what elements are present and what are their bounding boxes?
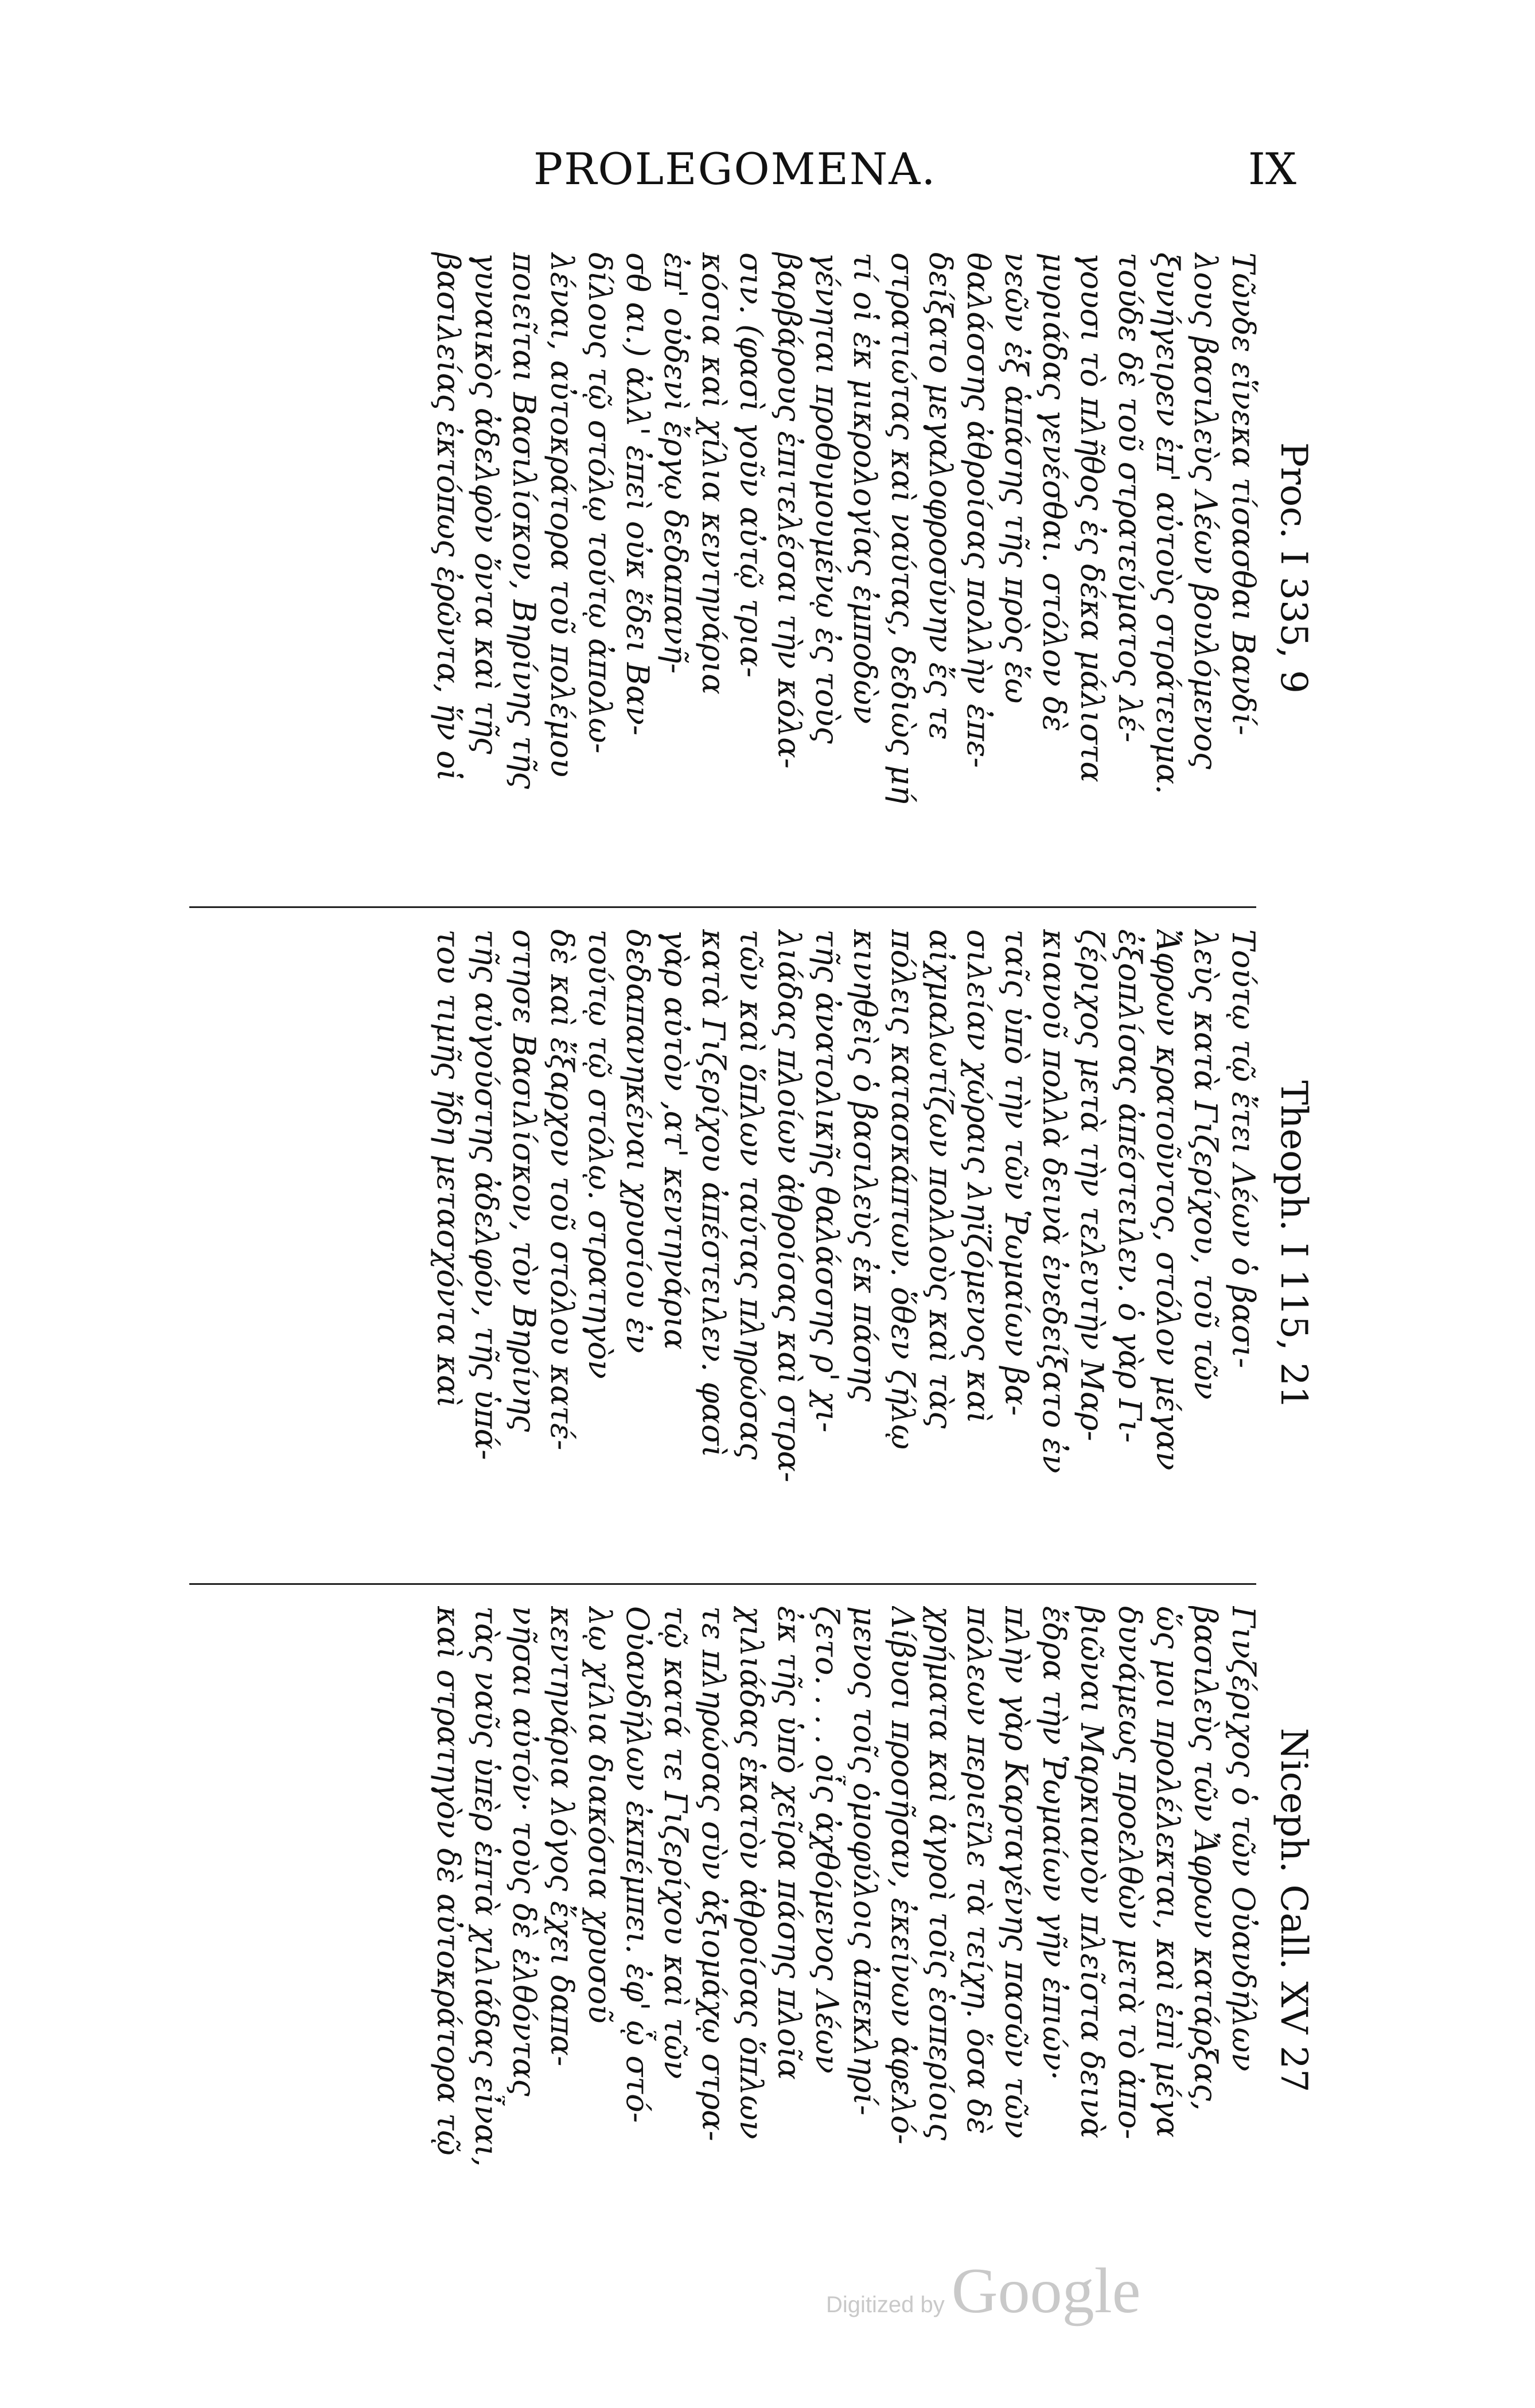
text-line: νεῶν ἐξ ἁπάσης τῆς πρὸς ἕω: [998, 252, 1034, 704]
text-line: ζέριχος μετὰ τὴν τελευτὴν Μαρ-: [1074, 929, 1110, 1441]
column-title: Proc. I 335, 9: [1272, 442, 1315, 693]
text-line: τί οἱ ἐκ μικρολογίας ἐμποδὼν: [847, 252, 883, 724]
text-line: γὰρ αὐτὸν ,ατ' κεντηνάρια: [657, 929, 694, 1350]
column-title: Niceph. Call. XV 27: [1272, 1728, 1315, 2093]
text-line: δείξατο μεγαλοφροσύνην ἔς τε: [922, 252, 959, 741]
text-line: πόλεων περιεῖλε τὰ τείχη. ὅσα δὲ: [960, 1606, 996, 2134]
text-line: χρήματα καὶ ἀγροὶ τοῖς ἑσπερίοις: [922, 1606, 959, 2141]
page-number: IX: [1248, 143, 1296, 194]
text-line: τούδε δὲ τοῦ στρατεύματος λέ-: [1112, 252, 1148, 743]
text-line: κόσια καὶ χίλια κεντηνάρια: [695, 252, 731, 695]
text-line: κινηθεὶς ὁ βασιλεὺς ἐκ πάσης: [847, 929, 883, 1402]
text-line: ζετο. . . . οἷς ἀχθόμενος Λέων: [809, 1606, 845, 2074]
text-line: κατὰ Γιζερίχου ἀπέστειλεν. φασὶ: [695, 929, 731, 1458]
text-line: δυνάμεως προελθὼν μετὰ τὸ ἀπο-: [1112, 1606, 1148, 2140]
text-line: δὲ καὶ ἔξαρχον τοῦ στόλου κατέ-: [544, 929, 580, 1451]
text-line: μενος τοῖς ὁμοφύλοις ἀπεκληρί-: [847, 1606, 883, 2115]
text-line: χιλιάδας ἑκατὸν ἀθροίσας ὅπλων: [733, 1606, 769, 2140]
text-line: ἐξοπλίσας ἀπέστειλεν. ὁ γὰρ Γι-: [1112, 929, 1148, 1443]
text-line: στρατιώτας καὶ ναύτας, δεδιὼς μή: [885, 252, 921, 804]
text-line: σιν. (φασὶ γοῦν αὐτῷ τρια-: [733, 252, 769, 678]
text-line: Λίβυσι προσῆσαν, ἐκείνων ἀφελό-: [885, 1606, 921, 2145]
text-line: ταῖς ὑπὸ τὴν τῶν Ῥωμαίων βα-: [998, 929, 1034, 1416]
text-line: βιῶναι Μαρκιανὸν πλεῖστα δεινὰ: [1074, 1606, 1110, 2139]
text-line: πλὴν γὰρ Καρταγένης πασῶν τῶν: [998, 1606, 1034, 2139]
text-line: τούτῳ τῷ στόλῳ. στρατηγὸν: [582, 929, 618, 1379]
text-line: ἔδρα τὴν Ῥωμαίων γῆν ἐπιών·: [1036, 1606, 1072, 2080]
text-line: λέναι, αὐτοκράτορα τοῦ πολέμου: [544, 252, 580, 778]
text-line: ὥς μοι προλέλεκται, καὶ ἐπὶ μέγα: [1150, 1606, 1186, 2138]
text-line: ἐπ' οὐδενὶ ἔργῳ δεδαπανῆ-: [657, 252, 694, 674]
text-line: του τιμῆς ἤδη μετασχόντα καὶ: [430, 929, 466, 1408]
text-line: σιλείαν χώραις ληϊζόμενος καὶ: [960, 929, 996, 1424]
text-line: αἰχμαλωτίζων πολλοὺς καὶ τὰς: [922, 929, 959, 1429]
text-line: τῷ κατά τε Γιζερίχου καὶ τῶν: [657, 1606, 694, 2079]
text-line: γουσι τὸ πλῆθος ἐς δέκα μάλιστα: [1074, 252, 1110, 782]
text-line: Γινζέριχος ὁ τῶν Οὐανδήλων: [1225, 1606, 1261, 2072]
text-line: κεντηνάρια λόγος ἔχει δαπα-: [544, 1606, 580, 2067]
text-line: ἐκ τῆς ὑπὸ χεῖρα πάσης πλοῖα: [771, 1606, 807, 2080]
text-line: Ἄφρων κρατοῦντος, στόλον μέγαν: [1150, 929, 1186, 1471]
column-body: [429, 229, 1262, 906]
text-line: σθ αι.) ἀλλ' ἐπεὶ οὐκ ἔδει Βαν-: [620, 252, 656, 736]
google-watermark: [826, 2254, 1147, 2328]
text-line: λους βασιλεὺς Λέων βουλόμενος: [1187, 252, 1224, 770]
text-line: γυναικὸς ἀδελφὸν ὄντα καὶ τῆς: [468, 252, 504, 754]
rotated-text-block: [178, 229, 1325, 2237]
column-body: [429, 906, 1262, 1583]
text-line: τῆς αὐγούστης ἀδελφόν, τῆς ὑπά-: [468, 929, 504, 1460]
text-line: πόλεις κατασκάπτων. ὅθεν ζήλῳ: [885, 929, 921, 1450]
watermark-brand: Google: [951, 2255, 1141, 2327]
text-line: Οὐανδήλων ἐκπέμπει. ἐφ' ᾧ στό-: [620, 1606, 656, 2123]
text-line: στησε Βασιλίσκον, τὸν Βηρίνης: [506, 929, 542, 1432]
text-line: γένηται προθυμουμένῳ ἐς τοὺς: [809, 252, 845, 744]
text-line: Τούτῳ τῷ ἔτει Λέων ὁ βασι-: [1225, 929, 1261, 1369]
column-theophanes: [178, 906, 1325, 1583]
text-line: δίλους τῷ στόλῳ τούτῳ ἀπολω-: [582, 252, 618, 754]
text-line: τε πληρώσας σὺν ἀξιομάχῳ στρα-: [695, 1606, 731, 2141]
column-nicephorus: [178, 1583, 1325, 2237]
text-line: θαλάσσης ἀθροίσας πολλὴν ἐπε-: [960, 252, 996, 768]
column-procopius: [178, 229, 1325, 906]
text-line: ξυνήγειρεν ἐπ' αὐτοὺς στράτευμα.: [1150, 252, 1186, 794]
text-line: τῆς ἀνατολικῆς θαλάσσης ρ' χι-: [809, 929, 845, 1433]
running-head: PROLEGOMENA.: [533, 143, 937, 194]
text-line: καὶ στρατηγὸν δὲ αὐτοκράτορα τῷ: [430, 1606, 466, 2156]
text-line: λῳ χίλια διακόσια χρυσοῦ: [582, 1606, 618, 2024]
text-line: μυριάδας γενέσθαι. στόλον δὲ: [1036, 252, 1072, 732]
text-line: ποιεῖται Βασιλίσκον, Βηρίνης τῆς: [506, 252, 542, 789]
text-line: νῆσαι αὐτόν· τοὺς δὲ ἐλθόντας: [506, 1606, 542, 2097]
text-line: λεὺς κατὰ Γιζερίχου, τοῦ τῶν: [1187, 929, 1224, 1400]
text-line: βασιλεὺς τῶν Ἄφρων κατάρξας,: [1187, 1606, 1224, 2111]
text-line: δεδαπανηκέναι χρυσίου ἐν: [620, 929, 656, 1354]
text-line: βαρβάρους ἐπιτελέσαι τὴν κόλα-: [771, 252, 807, 769]
text-line: βασιλείας ἐκτόπως ἐρῶντα, ἥν οἱ: [430, 252, 466, 781]
watermark-prefix: Digitized by: [826, 2292, 945, 2317]
text-line: κιανοῦ πολλὰ δεινὰ ἐνεδείξατο ἐν: [1036, 929, 1072, 1474]
text-line: λιάδας πλοίων ἀθροίσας καὶ στρα-: [771, 929, 807, 1483]
column-body: [429, 1583, 1262, 2237]
text-line: Τῶνδε εἵνεκα τίσασθαι Βανδί-: [1225, 252, 1261, 735]
text-line: τῶν καὶ ὅπλων ταύτας πληρώσας: [733, 929, 769, 1460]
column-title: Theoph. I 115, 21: [1272, 1080, 1315, 1409]
text-line: τὰς ναῦς ὑπὲρ ἑπτὰ χιλιάδας εἶναι,: [468, 1606, 504, 2167]
